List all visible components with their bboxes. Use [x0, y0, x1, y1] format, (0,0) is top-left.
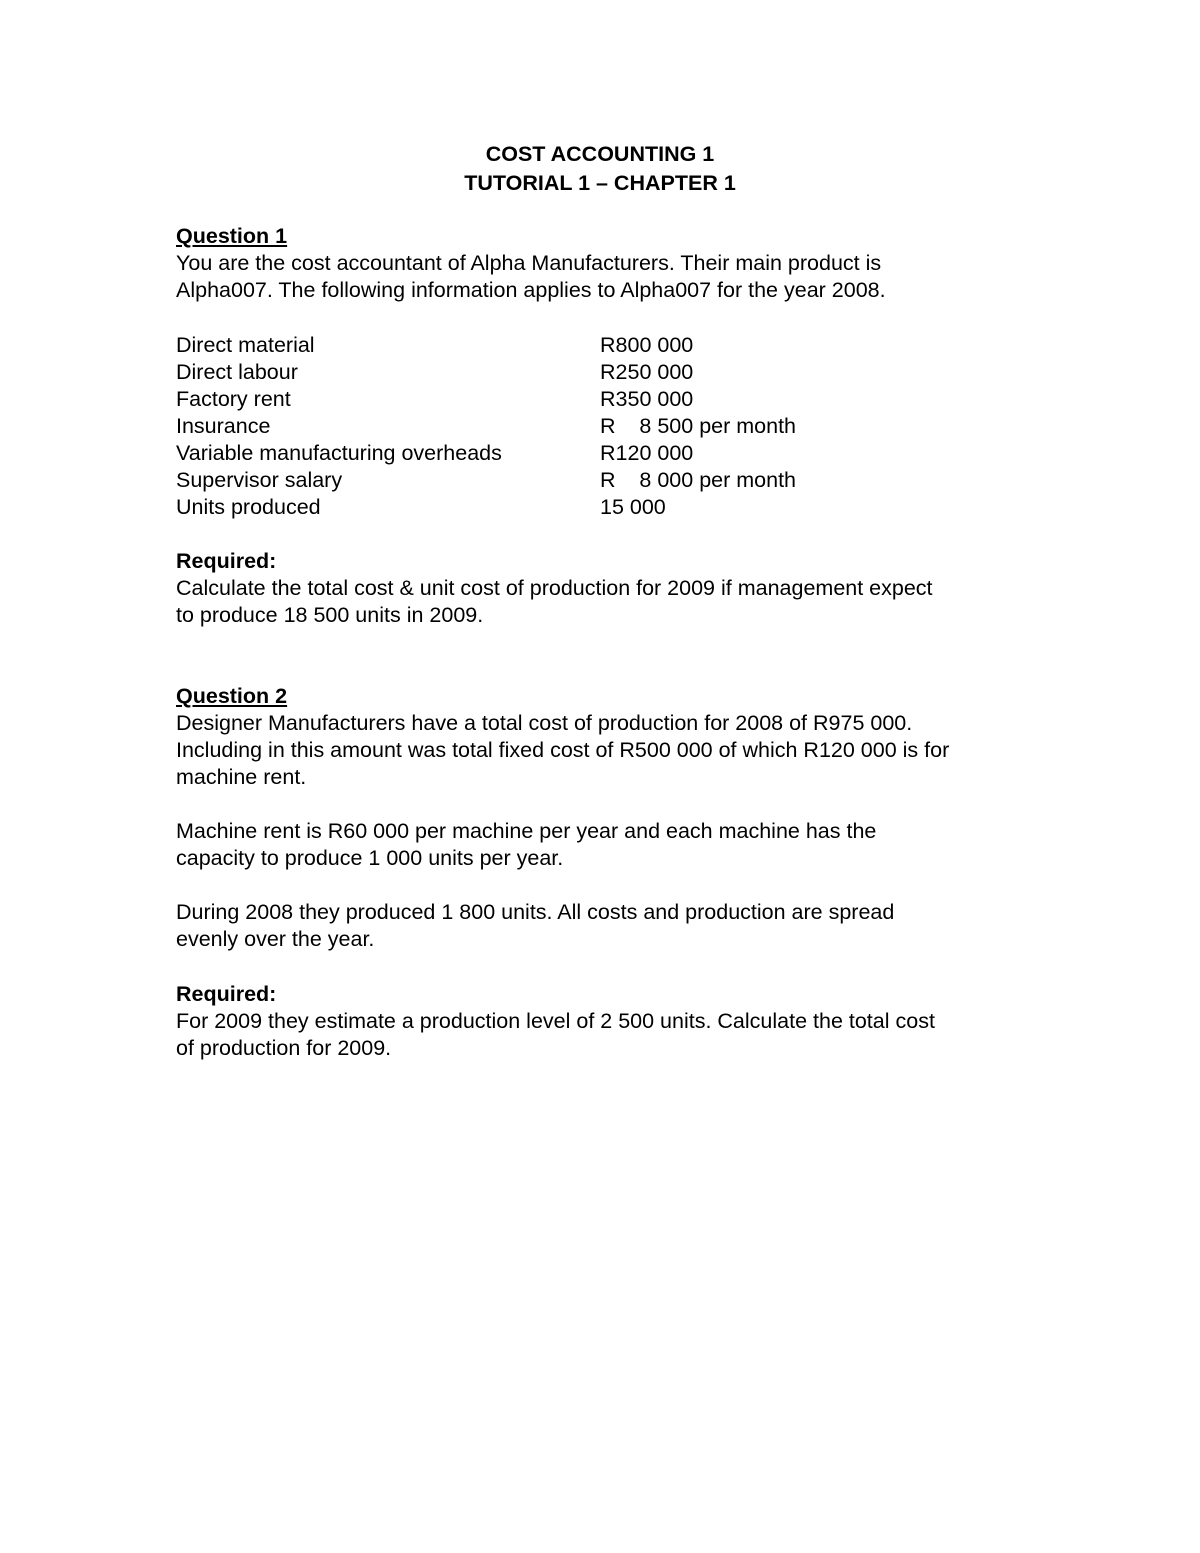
cost-items-table — [176, 332, 796, 521]
cost-item-label: Factory rent — [176, 387, 291, 411]
question-2-required-line-1: For 2009 they estimate a production level of 2 500 units. Calculate the total cost — [176, 1009, 935, 1033]
question-2-para-3-line-1: During 2008 they produced 1 800 units. All costs and production are spread — [176, 900, 895, 924]
cost-item-value: 15 000 — [600, 495, 666, 519]
cost-item-value: R120 000 — [600, 441, 694, 465]
document-subtitle: TUTORIAL 1 – CHAPTER 1 — [464, 171, 736, 195]
question-2-para-1-line-1: Designer Manufacturers have a total cost of production for 2008 of R975 000. — [176, 711, 913, 735]
table-row — [176, 494, 796, 521]
table-row — [176, 440, 796, 467]
question-1-heading: Question 1 — [176, 224, 288, 248]
question-2-required-line-2: of production for 2009. — [176, 1036, 392, 1060]
cost-item-value: R 8 000 per month — [600, 468, 796, 492]
question-2-para-2-line-2: capacity to produce 1 000 units per year. — [176, 846, 564, 870]
document-title: COST ACCOUNTING 1 — [485, 142, 715, 166]
cost-item-value: R800 000 — [600, 333, 694, 357]
cost-item-value: R250 000 — [600, 360, 694, 384]
question-1-required-line-2: to produce 18 500 units in 2009. — [176, 603, 484, 627]
question-1-intro-line-2: Alpha007. The following information applies to Alpha007 for the year 2008. — [176, 278, 886, 302]
table-row — [176, 467, 796, 494]
question-2-required-heading: Required: — [176, 982, 277, 1006]
question-2-para-1-line-2: Including in this amount was total fixed cost of R500 000 of which R120 000 is for — [176, 738, 950, 762]
cost-item-label: Variable manufacturing overheads — [176, 441, 502, 465]
question-2-heading: Question 2 — [176, 684, 288, 708]
question-1-intro-line-1: You are the cost accountant of Alpha Manufacturers. Their main product is — [176, 251, 882, 275]
question-2-paragraph-2 — [176, 818, 1036, 872]
cost-item-label: Supervisor salary — [176, 468, 343, 492]
cost-item-label: Direct labour — [176, 360, 298, 384]
question-1-required — [176, 548, 1036, 629]
table-row — [176, 359, 796, 386]
question-2-section — [176, 683, 1036, 791]
table-row — [176, 413, 796, 440]
cost-item-label: Direct material — [176, 333, 315, 357]
question-1-required-heading: Required: — [176, 549, 277, 573]
cost-item-label: Insurance — [176, 414, 271, 438]
question-1-required-line-1: Calculate the total cost & unit cost of production for 2009 if management expect — [176, 576, 933, 600]
question-2-paragraph-3 — [176, 899, 1036, 953]
cost-item-value: R350 000 — [600, 387, 694, 411]
question-2-para-3-line-2: evenly over the year. — [176, 927, 375, 951]
question-2-para-1-line-3: machine rent. — [176, 765, 307, 789]
question-1-cost-table — [176, 332, 1036, 521]
table-row — [176, 332, 796, 359]
question-2-required — [176, 981, 1036, 1062]
cost-item-label: Units produced — [176, 495, 321, 519]
table-row — [176, 386, 796, 413]
document-header — [0, 140, 1200, 198]
cost-item-value: R 8 500 per month — [600, 414, 796, 438]
question-1-section — [176, 223, 1036, 304]
question-2-para-2-line-1: Machine rent is R60 000 per machine per year and each machine has the — [176, 819, 877, 843]
